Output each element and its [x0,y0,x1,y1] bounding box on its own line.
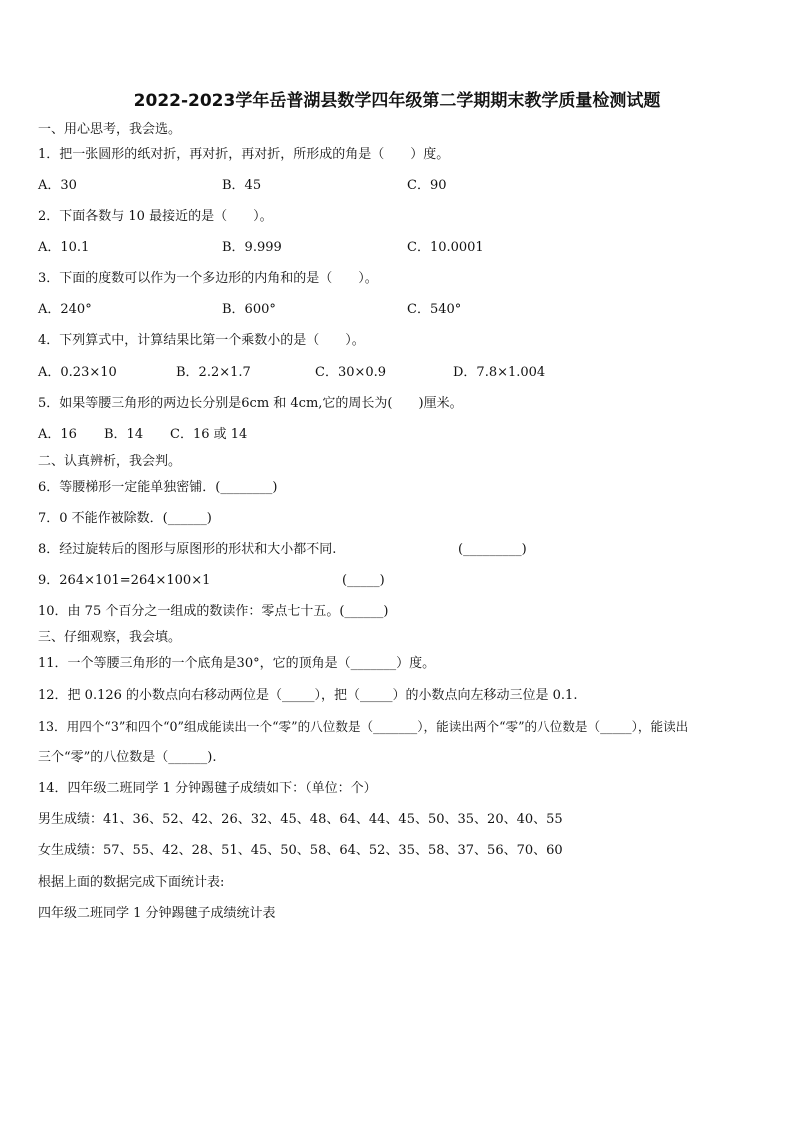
q4-option-b: B．2.2×1.7 [176,365,251,380]
question-10: 10．由 75 个百分之一组成的数读作：零点七十五。(______) [38,604,389,619]
question-13-line-1: 13．用四个“3”和四个“0”组成能读出一个“零”的八位数是（_______），能读出两个“零”的八位数是（_____），能读出 [38,719,689,734]
question-1: 1．把一张圆形的纸对折，再对折，再对折，所形成的角是（ ）度。 [38,147,450,162]
question-8: 8．经过旋转后的图形与原图形的形状和大小都不同. [38,542,337,557]
question-9: 9．264×101=264×100×1 [38,573,211,588]
question-3: 3．下面的度数可以作为一个多边形的内角和的是（ ）。 [38,271,378,286]
page-title: 2022-2023学年岳普湖县数学四年级第二学期期末教学质量检测试题 [133,91,661,111]
question-5: 5．如果等腰三角形的两边长分别是6cm 和 4cm,它的周长为( )厘米。 [38,396,463,411]
q4-option-d: D．7.8×1.004 [453,365,546,380]
question-11: 11．一个等腰三角形的一个底角是30°，它的顶角是（_______）度。 [38,656,436,671]
q2-option-a: A．10.1 [38,240,90,255]
q1-option-a: A．30 [38,178,77,193]
girls-scores: 女生成绩：57、55、42、28、51、45、50、58、64、52、35、58、37、56、70、60 [38,843,563,858]
section-3-heading: 三、仔细观察，我会填。 [38,630,182,645]
q1-option-b: B．45 [222,178,262,193]
q4-option-a: A．0.23×10 [38,365,117,380]
q8-answer-blank: (_________) [458,542,527,557]
section-2-heading: 二、认真辨析，我会判。 [38,454,182,469]
question-13-line-2: 三个“零”的八位数是（______). [38,750,217,765]
table-instruction: 根据上面的数据完成下面统计表: [38,875,225,890]
question-4: 4．下列算式中，计算结果比第一个乘数小的是（ ）。 [38,333,365,348]
q5-option-a: A．16 [38,427,77,442]
question-12: 12．把 0.126 的小数点向右移动两位是（_____），把（_____）的小数点向左移动三位是 0.1. [38,688,578,703]
q2-option-b: B．9.999 [222,240,282,255]
q1-option-c: C．90 [407,178,447,193]
question-6: 6．等腰梯形一定能单独密铺．(________) [38,480,278,495]
q3-option-c: C．540° [407,302,462,317]
q4-option-c: C．30×0.9 [315,365,387,380]
question-14: 14．四年级二班同学 1 分钟踢毽子成绩如下：（单位：个） [38,781,377,796]
section-1-heading: 一、用心思考，我会选。 [38,122,182,137]
table-title: 四年级二班同学 1 分钟踢毽子成绩统计表 [38,906,276,921]
boys-scores: 男生成绩：41、36、52、42、26、32、45、48、64、44、45、50、35、20、40、55 [38,812,563,827]
question-7: 7．0 不能作被除数．(______) [38,511,212,526]
question-2: 2．下面各数与 10 最接近的是（ ）。 [38,209,273,224]
q3-option-a: A．240° [38,302,92,317]
q5-option-b: B．14 [104,427,144,442]
q5-option-c: C．16 或 14 [170,427,248,442]
q2-option-c: C．10.0001 [407,240,484,255]
q9-answer-blank: (_____) [342,573,385,588]
q3-option-b: B．600° [222,302,276,317]
